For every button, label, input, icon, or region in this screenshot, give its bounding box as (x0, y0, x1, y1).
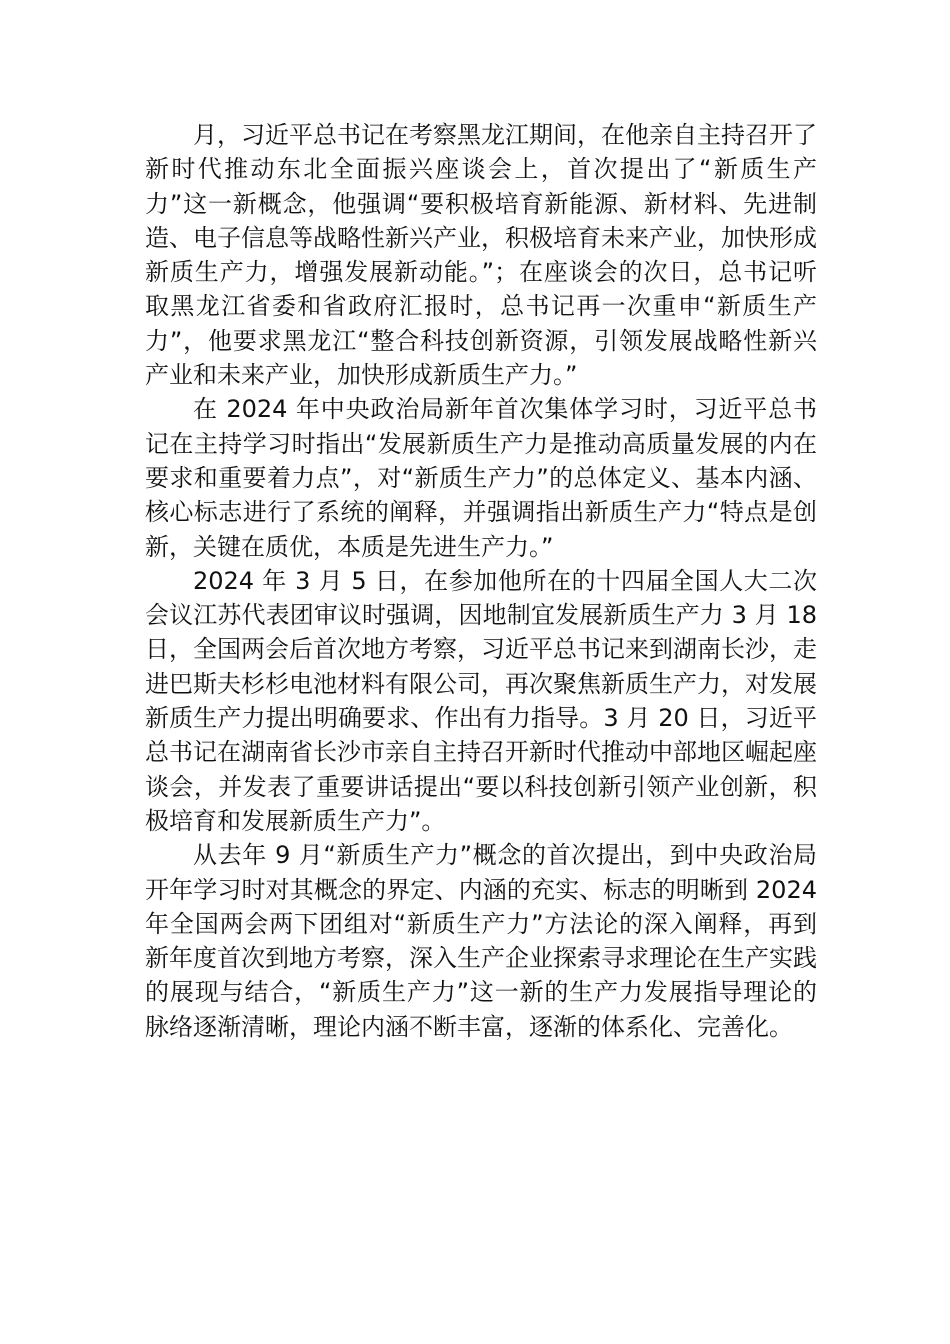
paragraph-3: 2024 年 3 月 5 日，在参加他所在的十四届全国人大二次会议江苏代表团审议时强调，因地制宜发展新质生产力 3 月 18 日，全国两会后首次地方考察，习近平总书记来到湖南长沙，走进巴斯夫杉杉电池材料有限公司，再次聚焦新质生产力，对发展新质生产力提出明确要求、作出有力指导。3 月 20 日，习近平总书记在湖南省长沙市亲自主持召开新时代推动中部地区崛起座谈会，并发表了重要讲话提出“要以科技创新引领产业创新，积极培育和发展新质生产力”。 (145, 566, 817, 835)
paragraph-2: 在 2024 年中央政治局新年首次集体学习时，习近平总书记在主持学习时指出“发展新质生产力是推动高质量发展的内在要求和重要着力点”，对“新质生产力”的总体定义、基本内涵、核心标志进行了系统的阐释，并强调指出新质生产力“特点是创新，关键在质优，本质是先进生产力。” (145, 395, 817, 561)
paragraph-4: 从去年 9 月“新质生产力”概念的首次提出，到中央政治局开年学习时对其概念的界定、内涵的充实、标志的明晰到 2024 年全国两会两下团组对“新质生产力”方法论的深入阐释，再到新年度首次到地方考察，深入生产企业探索寻求理论在生产实践的展现与结合，“新质生产力”这一新的生产力发展指导理论的脉络逐渐清晰，理论内涵不断丰富，逐渐的体系化、完善化。 (145, 841, 817, 1041)
paragraph-1: 月，习近平总书记在考察黑龙江期间，在他亲自主持召开了新时代推动东北全面振兴座谈会上，首次提出了“新质生产力”这一新概念，他强调“要积极培育新能源、新材料、先进制造、电子信息等战略性新兴产业，积极培育未来产业，加快形成新质生产力，增强发展新动能。”；在座谈会的次日，总书记听取黑龙江省委和省政府汇报时，总书记再一次重申“新质生产力”，他要求黑龙江“整合科技创新资源，引领发展战略性新兴产业和未来产业，加快形成新质生产力。” (145, 121, 817, 390)
document-body (145, 118, 817, 1044)
